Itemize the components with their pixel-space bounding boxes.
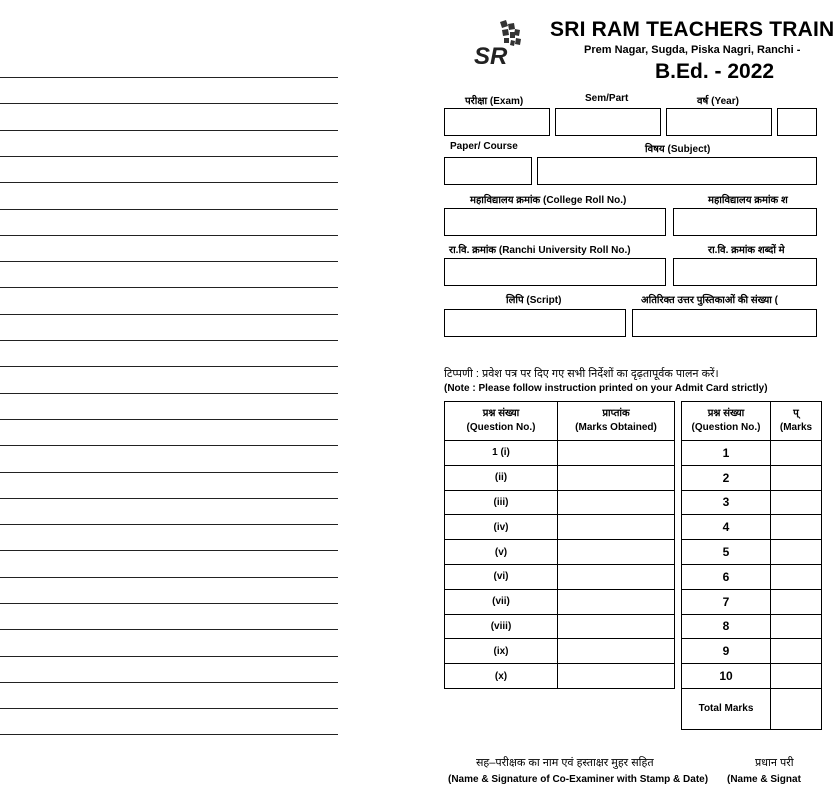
- co-examiner-signature: [448, 755, 708, 785]
- marks-cell[interactable]: [771, 589, 822, 614]
- ruled-line: [0, 77, 338, 78]
- question-number-cell: (viii): [445, 614, 558, 639]
- marks-obtained-header: प्राप्तांक (Marks Obtained): [558, 402, 675, 441]
- question-number-cell: (vi): [445, 564, 558, 589]
- marks-cell[interactable]: [558, 465, 675, 490]
- college-address: Prem Nagar, Sugda, Piska Nagri, Ranchi -: [584, 44, 801, 56]
- college-roll-words-field[interactable]: [673, 208, 817, 236]
- ruled-line: [0, 182, 338, 183]
- question-number-cell: 7: [682, 589, 771, 614]
- ruled-line: [0, 393, 338, 394]
- marks-cell[interactable]: [771, 639, 822, 664]
- table-row: [445, 465, 675, 490]
- note-hindi: टिप्पणी : प्रवेश पत्र पर दिए गए सभी निर्देशों का दृढ़तापूर्वक पालन करें।: [444, 368, 719, 380]
- question-no-header: प्रश्न संख्या (Question No.): [445, 402, 558, 441]
- question-number-cell: (x): [445, 664, 558, 689]
- question-number-cell: (ix): [445, 639, 558, 664]
- question-number-cell: 9: [682, 639, 771, 664]
- table-row: [445, 441, 675, 466]
- marks-cell[interactable]: [771, 465, 822, 490]
- sem-part-label: Sem/Part: [585, 93, 629, 104]
- question-number-cell: (iii): [445, 490, 558, 515]
- total-marks-cell[interactable]: [771, 688, 822, 729]
- table-row: [682, 490, 822, 515]
- ruled-line: [0, 235, 338, 236]
- head-examiner-english: (Name & Signat: [727, 774, 801, 785]
- table-row: [445, 515, 675, 540]
- marks-cell[interactable]: [558, 564, 675, 589]
- ruled-line: [0, 472, 338, 473]
- exam-label: परीक्षा (Exam): [465, 96, 524, 107]
- ruled-line: [0, 682, 338, 683]
- ruled-line: [0, 261, 338, 262]
- ruled-line: [0, 130, 338, 131]
- table-row: [445, 614, 675, 639]
- script-label: लिपि (Script): [506, 295, 562, 306]
- ruled-answer-page: [0, 0, 340, 800]
- question-number-cell: 4: [682, 515, 771, 540]
- year-field[interactable]: [666, 108, 772, 136]
- svg-text:SR: SR: [474, 43, 508, 70]
- additional-copies-label: अतिरिक्त उत्तर पुस्तिकाओं की संख्या (: [641, 295, 778, 306]
- marks-cell[interactable]: [771, 441, 822, 466]
- ruled-line: [0, 524, 338, 525]
- question-number-cell: 10: [682, 664, 771, 689]
- question-number-cell: 2: [682, 465, 771, 490]
- table-row: [682, 614, 822, 639]
- marks-cell[interactable]: [558, 639, 675, 664]
- marks-cell[interactable]: [771, 564, 822, 589]
- script-field[interactable]: [444, 309, 626, 337]
- ruled-line: [0, 734, 338, 735]
- question-number-cell: (v): [445, 540, 558, 565]
- marks-cell[interactable]: [771, 664, 822, 689]
- marks-table-left: [444, 401, 675, 689]
- university-roll-words-label: रा.वि. क्रमांक शब्दों मे: [708, 245, 785, 256]
- ruled-line: [0, 656, 338, 657]
- ruled-line: [0, 603, 338, 604]
- table-row: [445, 639, 675, 664]
- ruled-line: [0, 629, 338, 630]
- marks-cell[interactable]: [558, 589, 675, 614]
- marks-cell[interactable]: [771, 540, 822, 565]
- co-examiner-english: (Name & Signature of Co-Examiner with Stamp & Date): [448, 774, 709, 785]
- question-number-cell: 1 (i): [445, 441, 558, 466]
- marks-cell[interactable]: [558, 441, 675, 466]
- co-examiner-hindi: सह–परीक्षक का नाम एवं हस्ताक्षर मुहर सहित: [476, 757, 654, 769]
- marks-table-right: [681, 401, 822, 730]
- marks-cell[interactable]: [558, 515, 675, 540]
- question-number-cell: 6: [682, 564, 771, 589]
- head-examiner-signature: [727, 755, 801, 785]
- table-row: [445, 540, 675, 565]
- year-field-extra[interactable]: [777, 108, 817, 136]
- paper-course-label: Paper/ Course: [450, 141, 518, 152]
- table-row: [682, 540, 822, 565]
- ruled-line: [0, 103, 338, 104]
- college-roll-field[interactable]: [444, 208, 666, 236]
- college-roll-words-label: महाविद्यालय क्रमांक श: [708, 195, 788, 206]
- ruled-line: [0, 708, 338, 709]
- total-marks-label: Total Marks: [682, 688, 771, 729]
- paper-course-field[interactable]: [444, 157, 532, 185]
- ruled-line: [0, 287, 338, 288]
- ruled-line: [0, 156, 338, 157]
- college-name: SRI RAM TEACHERS TRAIN: [550, 18, 834, 41]
- university-roll-label: रा.वि. क्रमांक (Ranchi University Roll No.): [449, 245, 631, 256]
- exam-field[interactable]: [444, 108, 550, 136]
- table-row: [682, 589, 822, 614]
- question-number-cell: (iv): [445, 515, 558, 540]
- sem-part-field[interactable]: [555, 108, 661, 136]
- table-row: [682, 515, 822, 540]
- university-roll-field[interactable]: [444, 258, 666, 286]
- marks-cell[interactable]: [771, 515, 822, 540]
- additional-copies-field[interactable]: [632, 309, 817, 337]
- ruled-line: [0, 209, 338, 210]
- marks-cell[interactable]: [558, 490, 675, 515]
- marks-cell[interactable]: [558, 540, 675, 565]
- table-row: [682, 441, 822, 466]
- question-number-cell: 3: [682, 490, 771, 515]
- university-roll-words-field[interactable]: [673, 258, 817, 286]
- marks-cell[interactable]: [771, 490, 822, 515]
- question-number-cell: (vii): [445, 589, 558, 614]
- ruled-line: [0, 550, 338, 551]
- table-row: [445, 490, 675, 515]
- table-row: [682, 639, 822, 664]
- table-row: [445, 589, 675, 614]
- marks-cell[interactable]: [558, 664, 675, 689]
- course-title: B.Ed. - 2022: [655, 60, 775, 83]
- table-row: [445, 564, 675, 589]
- question-number-cell: 5: [682, 540, 771, 565]
- ruled-line: [0, 445, 338, 446]
- marks-cell[interactable]: [558, 614, 675, 639]
- ruled-line: [0, 577, 338, 578]
- college-roll-label: महाविद्यालय क्रमांक (College Roll No.): [470, 195, 627, 206]
- year-label: वर्ष (Year): [697, 96, 739, 107]
- ruled-line: [0, 340, 338, 341]
- head-examiner-hindi: प्रधान परी: [755, 757, 794, 769]
- question-no-header: प्रश्न संख्या (Question No.): [682, 402, 771, 441]
- note-english: (Note : Please follow instruction printed on your Admit Card strictly): [444, 383, 768, 394]
- marks-cell[interactable]: [771, 614, 822, 639]
- question-number-cell: 8: [682, 614, 771, 639]
- college-logo: [472, 20, 522, 68]
- total-row: [682, 688, 822, 729]
- table-row: [682, 664, 822, 689]
- ruled-line: [0, 314, 338, 315]
- table-row: [445, 664, 675, 689]
- table-row: [682, 465, 822, 490]
- ruled-line: [0, 419, 338, 420]
- marks-obtained-header: प् (Marks: [771, 402, 822, 441]
- question-number-cell: 1: [682, 441, 771, 466]
- subject-label: विषय (Subject): [645, 144, 711, 155]
- ruled-line: [0, 498, 338, 499]
- table-row: [682, 564, 822, 589]
- subject-field[interactable]: [537, 157, 817, 185]
- question-number-cell: (ii): [445, 465, 558, 490]
- ruled-line: [0, 366, 338, 367]
